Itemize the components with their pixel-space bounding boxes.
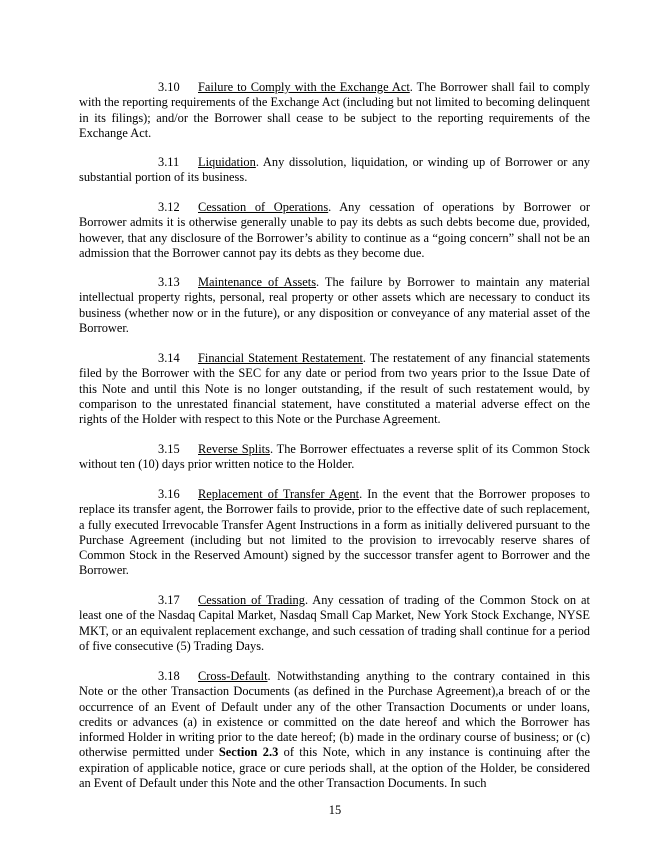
section-title: Reverse Splits — [198, 442, 270, 456]
section-number: 3.16 — [158, 487, 180, 501]
section-number: 3.12 — [158, 200, 180, 214]
section-text: . The failure by Borrower to maintain any material intellectual property rights, personal, real property or other assets which are necessary to conduct its business (whether now or in the future), or any disposition or conveyance of any material asset of the Borrower. — [79, 275, 590, 335]
section-number: 3.17 — [158, 593, 180, 607]
section-title: Liquidation — [198, 155, 256, 169]
section-text-continued: of this Note, which in any instance is continuing after the expiration of applicable notice, grace or cure periods shall, at the option of the Holder, be considered an Event of Default under this Note and the other Transaction Documents. In such — [79, 745, 590, 791]
section-text: . Any dissolution, liquidation, or winding up of Borrower or any substantial portion of its business. — [79, 155, 590, 185]
section-text: . The Borrower shall fail to comply with the reporting requirements of the Exchange Act (including but not limited to becoming delinquent in its filings); and/or the Borrower shall cease to be subject to the reporting requirements of the Exchange Act. — [79, 80, 590, 140]
section-3-16 — [79, 487, 590, 579]
section-text: . Any cessation of operations by Borrower or Borrower admits it is otherwise generally unable to pay its debts as such debts become due, provided, however, that any disclosure of the Borrower’s ability to continue as a “going concern” shall not be an admission that the Borrower cannot pay its debts as they become due. — [79, 200, 590, 260]
section-title: Cessation of Operations — [198, 200, 329, 214]
section-number: 3.14 — [158, 351, 180, 365]
section-title: Cessation of Trading — [198, 593, 305, 607]
section-number: 3.15 — [158, 442, 180, 456]
section-title: Financial Statement Restatement — [198, 351, 363, 365]
section-text: . The restatement of any financial statements filed by the Borrower with the SEC for any date or period from two years prior to the Issue Date of this Note and until this Note is no longer outstanding, if the result of such restatement would, by comparison to the unrestated financial statement, have constituted a material adverse effect on the rights of the Holder with respect to this Note or the Purchase Agreement. — [79, 351, 590, 427]
section-text: . In the event that the Borrower proposes to replace its transfer agent, the Borrower fails to provide, prior to the effective date of such replacement, a fully executed Irrevocable Transfer Agent Instructions in a form as initially delivered pursuant to the Purchase Agreement (including but not limited to the provision to irrevocably reserve shares of Common Stock in the Reserved Amount) signed by the successor transfer agent to Borrower and the Borrower. — [79, 487, 590, 578]
section-3-11 — [79, 155, 590, 186]
section-3-17 — [79, 593, 590, 654]
section-3-15 — [79, 442, 590, 473]
section-text: . The Borrower effectuates a reverse split of its Common Stock without ten (10) days prior written notice to the Holder. — [79, 442, 590, 472]
section-3-10 — [79, 80, 590, 141]
section-number: 3.11 — [158, 155, 180, 169]
section-number: 3.10 — [158, 80, 180, 94]
section-title: Replacement of Transfer Agent — [198, 487, 360, 501]
section-title: Cross-Default — [198, 669, 268, 683]
section-reference: Section 2.3 — [218, 745, 279, 760]
section-number: 3.13 — [158, 275, 180, 289]
section-3-12 — [79, 200, 590, 261]
section-title: Failure to Comply with the Exchange Act — [198, 80, 410, 94]
section-3-18 — [79, 669, 590, 791]
section-text: . Notwithstanding anything to the contrary contained in this Note or the other Transaction Documents (as defined in the Purchase Agreement),a breach of or the occurrence of an Event of Default under any of the other Transaction Documents or under loans, credits or advances (a) in existence or committed on the date hereof and which the Borrower has informed Holder in writing prior to the date hereof; (b) made in the ordinary course of business; or (c) otherwise permitted under — [79, 669, 590, 760]
section-3-13 — [79, 275, 590, 336]
section-number: 3.18 — [158, 669, 180, 683]
section-title: Maintenance of Assets — [198, 275, 317, 289]
section-3-14 — [79, 351, 590, 427]
page-number: 15 — [328, 803, 342, 817]
section-text: . Any cessation of trading of the Common Stock on at least one of the Nasdaq Capital Market, Nasdaq Small Cap Market, New York Stock Exchange, NYSE MKT, or an equivalent replacement exchange, and such cessation of trading shall continue for a period of five consecutive (5) Trading Days. — [79, 593, 590, 653]
